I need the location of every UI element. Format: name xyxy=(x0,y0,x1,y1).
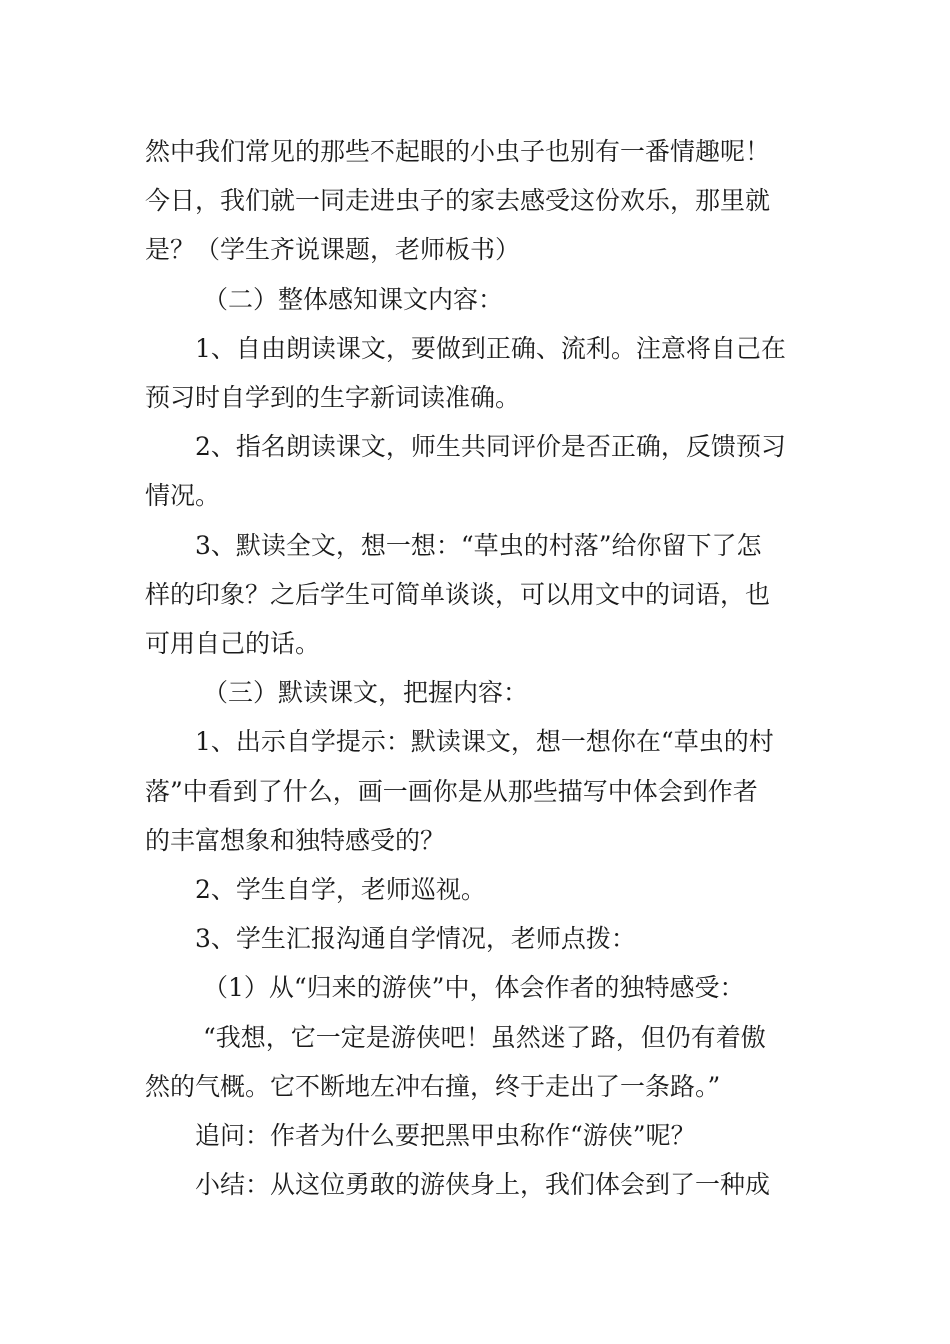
section-heading: （三）默读课文，把握内容： xyxy=(203,678,529,708)
text-line: 预习时自学到的生字新词读准确。 xyxy=(145,383,521,413)
text-line: 2、学生自学，老师巡视。 xyxy=(195,875,486,905)
text-line: 然中我们常见的那些不起眼的小虫子也别有一番情趣呢！ xyxy=(145,137,771,166)
document-body xyxy=(145,127,810,1209)
text-line: 是？（学生齐说课题，老师板书） xyxy=(145,235,521,265)
text-line: 3、学生汇报沟通自学情况，老师点拨： xyxy=(195,924,636,954)
text-line: 1、自由朗读课文，要做到正确、流利。注意将自己在 xyxy=(195,333,786,363)
text-line: 今日，我们就一同走进虫子的家去感受这份欢乐，那里就 xyxy=(145,186,771,216)
text-line: 情况。 xyxy=(145,481,221,511)
text-line: （1）从“归来的游侠”中，体会作者的独特感受： xyxy=(203,973,745,1003)
text-line: 的丰富想象和独特感受的？ xyxy=(145,825,446,855)
text-line: 可用自己的话。 xyxy=(145,629,321,659)
section-heading: （二）整体感知课文内容： xyxy=(203,284,504,314)
text-line: 2、指名朗读课文，师生共同评价是否正确，反馈预习 xyxy=(195,432,786,462)
text-line: 1、出示自学提示：默读课文，想一想你在“草虫的村 xyxy=(195,727,774,757)
text-line: 追问：作者为什么要把黑甲虫称作“游侠”呢？ xyxy=(195,1121,696,1151)
text-line: 落”中看到了什么，画一画你是从那些描写中体会到作者 xyxy=(145,776,758,806)
quote-line: “我想，它一定是游侠吧！虽然迷了路，但仍有着傲 xyxy=(203,1022,766,1052)
text-line: 样的印象？之后学生可简单谈谈，可以用文中的词语，也 xyxy=(145,579,771,609)
text-line: 3、默读全文，想一想：“草虫的村落”给你留下了怎 xyxy=(195,530,762,560)
text-line: 小结：从这位勇敢的游侠身上，我们体会到了一种成 xyxy=(195,1170,771,1200)
quote-line: 然的气概。它不断地左冲右撞，终于走出了一条路。” xyxy=(145,1071,721,1101)
